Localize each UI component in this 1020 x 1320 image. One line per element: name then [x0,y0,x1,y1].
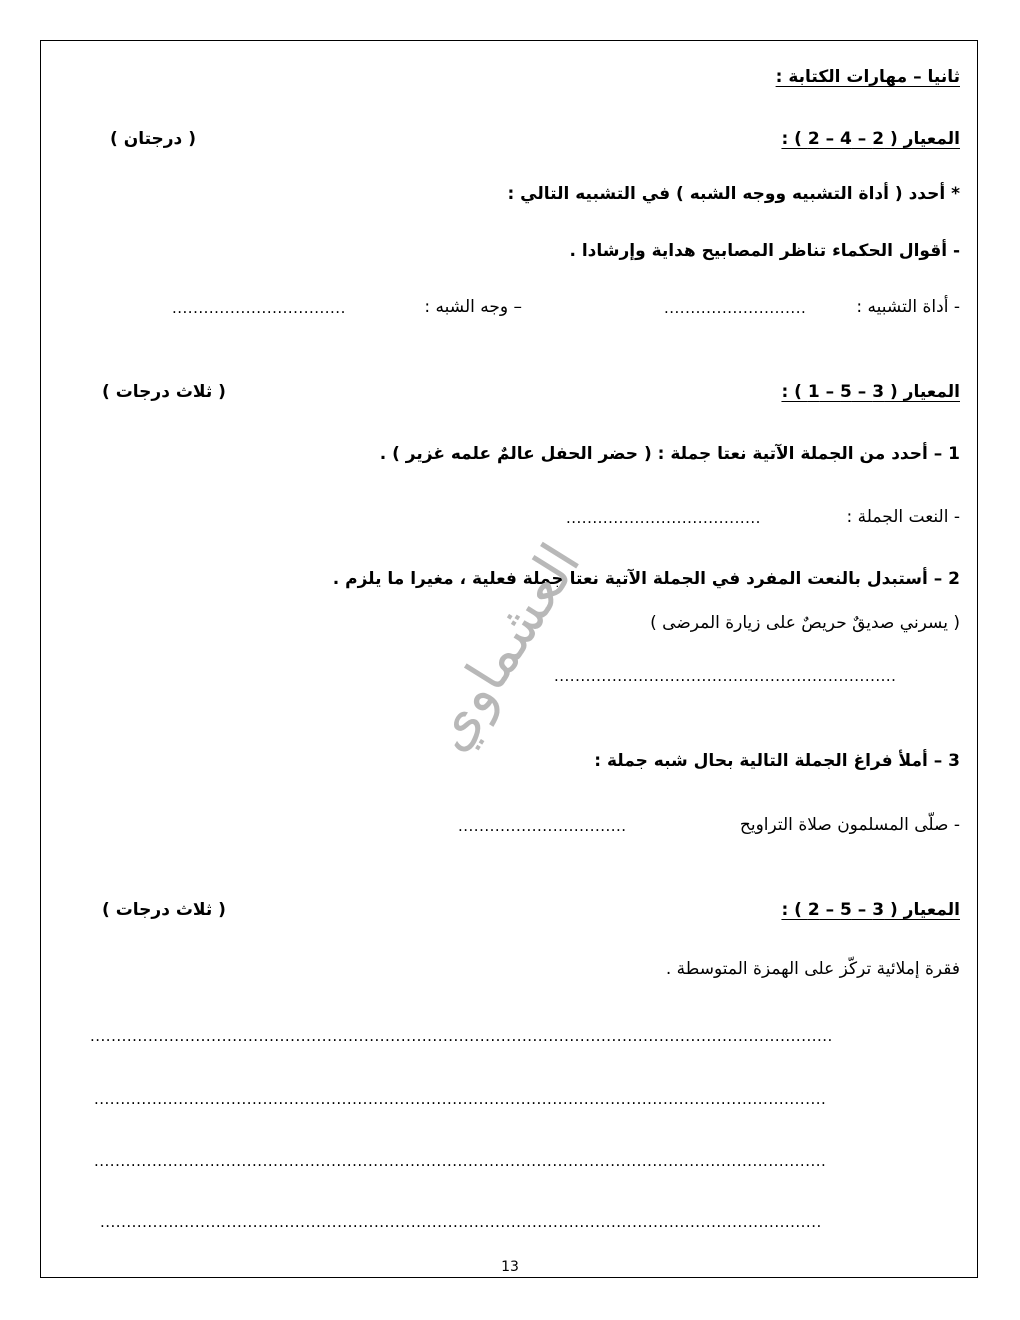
criterion1-sentence: - أقوال الحكماء تناظر المصابيح هداية وإرشادا . [569,241,960,261]
criterion1-aspect-answer[interactable]: ................................. [172,299,346,317]
criterion3-prompt: فقرة إملائية تركّز على الهمزة المتوسطة . [665,959,960,979]
criterion1-aspect-label: – وجه الشبه : [424,297,522,317]
criterion1-label: المعيار ( 2 – 4 – 2 ) : [781,129,960,149]
criterion2-q1: 1 – أحدد من الجملة الآتية نعتا جملة : ( حضر الحفل عالمٌ علمه غزير ) . [379,444,960,464]
page-number: 13 [501,1259,519,1275]
criterion2-label: المعيار ( 3 – 5 – 1 ) : [781,382,960,402]
criterion1-tool-label: - أداة التشبيه : [856,297,960,317]
criterion3-points: ( ثلاث درجات ) [102,900,226,920]
criterion2-q1-answer-label: - النعت الجملة : [846,507,960,527]
writing-line[interactable]: ............................................................................................................................................. [90,1027,833,1045]
watermark: العشماوي [416,532,594,763]
writing-line[interactable]: ........................................................................................................................................... [94,1152,827,1170]
criterion2-q1-answer[interactable]: ..................................... [566,509,761,527]
writing-line[interactable]: ......................................................................................................................................... [100,1213,822,1231]
criterion3-label: المعيار ( 3 – 5 – 2 ) : [781,900,960,920]
criterion2-q3: 3 – أملأ فراغ الجملة التالية بحال شبه جملة : [594,751,960,771]
criterion1-points: ( درجتان ) [110,129,196,149]
criterion2-points: ( ثلاث درجات ) [102,382,226,402]
section-title: ثانيا – مهارات الكتابة : [775,67,960,87]
writing-line[interactable]: ........................................................................................................................................... [94,1090,827,1108]
criterion2-q2-answer[interactable]: ................................................................. [554,667,897,685]
criterion2-q2-sentence: ( يسرني صديقٌ حريصٌ على زيارة المرضى ) [650,613,960,633]
criterion1-tool-answer[interactable]: ........................... [664,299,807,317]
criterion2-q3-sentence: - صلّى المسلمون صلاة التراويح [739,815,960,835]
criterion2-q3-answer[interactable]: ................................ [458,817,627,835]
criterion2-q2: 2 – أستبدل بالنعت المفرد في الجملة الآتية نعتا جملة فعلية ، مغيرا ما يلزم . [332,569,960,589]
criterion1-instruction: * أحدد ( أداة التشبيه ووجه الشبه ) في التشبيه التالي : [507,184,960,204]
